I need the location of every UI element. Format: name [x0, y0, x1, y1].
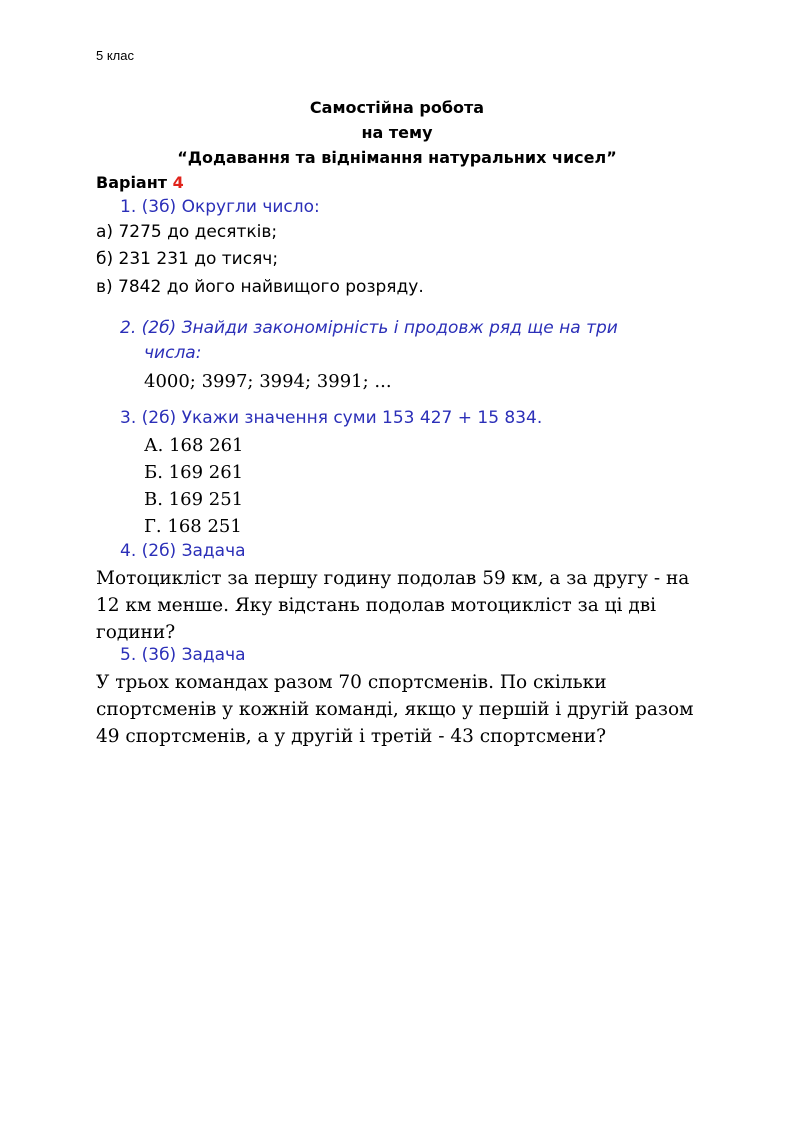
question-4: 4. (2б) Задача: [120, 541, 246, 561]
question-2-line-1: 2. (2б) Знайди закономірність і продовж ряд ще на три: [120, 318, 618, 338]
q3-option-c: В. 169 251: [144, 489, 244, 510]
q2-series: 4000; 3997; 3994; 3991; ...: [144, 371, 392, 392]
question-5: 5. (3б) Задача: [120, 645, 246, 665]
variant-label: Варіант: [96, 173, 168, 192]
question-3: 3. (2б) Укажи значення суми 153 427 + 15 834.: [120, 408, 543, 428]
q3-option-b: Б. 169 261: [144, 462, 244, 483]
grade-label: 5 клас: [96, 48, 134, 63]
variant-heading: [96, 173, 184, 192]
question-1: 1. (3б) Округли число:: [120, 197, 320, 217]
q4-problem-text: Мотоцикліст за першу годину подолав 59 км, а за другу - на 12 км менше. Яку відстань подолав мотоцикліст за ці дві години?: [96, 568, 690, 643]
question-2-line-2: числа:: [144, 343, 202, 363]
title-line-3: “Додавання та віднімання натуральних чисел”: [177, 148, 617, 167]
q5-problem-text: У трьох командах разом 70 спортсменів. По скільки спортсменів у кожній команді, якщо у першій і другій разом 49 спортсменів, а у другій і третій - 43 спортсмени?: [96, 672, 694, 747]
q3-option-a: А. 168 261: [144, 435, 244, 456]
variant-number: 4: [172, 173, 184, 192]
q3-option-d: Г. 168 251: [144, 516, 242, 537]
title-line-1: Самостійна робота: [309, 98, 485, 117]
q1-item-b: б) 231 231 до тисяч;: [96, 249, 279, 269]
q1-item-a: а) 7275 до десятків;: [96, 222, 278, 242]
q1-item-c: в) 7842 до його найвищого розряду.: [96, 277, 424, 297]
title-line-2: на тему: [361, 123, 433, 142]
